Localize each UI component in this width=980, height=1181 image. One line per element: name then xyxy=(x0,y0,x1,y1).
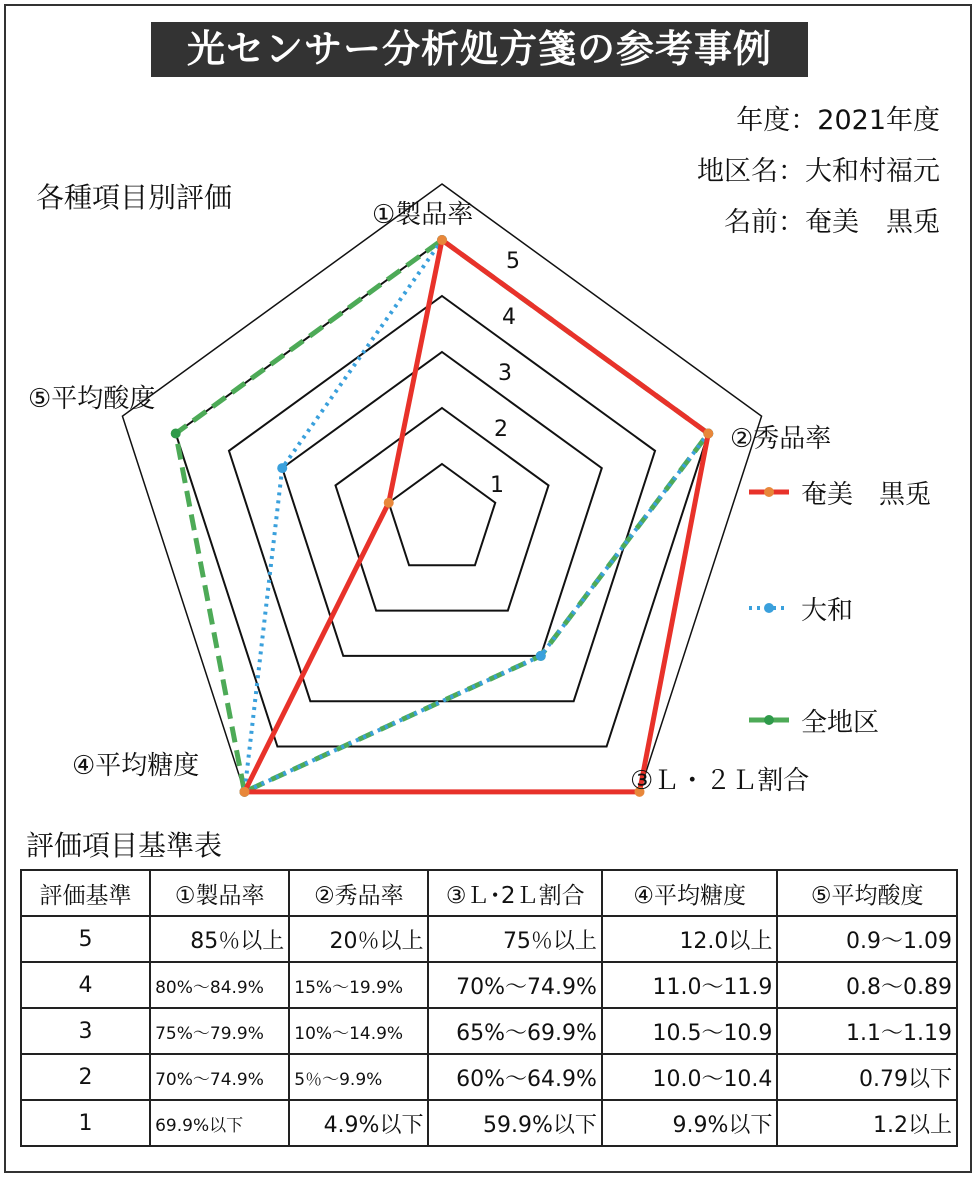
series-line-0 xyxy=(245,240,709,792)
table-cell-level: 3 xyxy=(21,1008,150,1054)
table-cell: 65%〜69.9% xyxy=(428,1008,601,1054)
table-cell: 70%〜74.9% xyxy=(428,962,601,1008)
scale-label-1: 1 xyxy=(490,473,504,498)
axis-label-1: ①製品率 xyxy=(372,200,474,230)
legend-label-1: 大和 xyxy=(801,595,854,626)
table-row xyxy=(21,916,957,962)
table-cell: 0.9〜1.09 xyxy=(777,916,957,962)
table-section-title: 評価項目基準表 xyxy=(26,829,223,862)
meta-area: 地区名：大和村福元 xyxy=(697,156,940,187)
scale-label-2: 2 xyxy=(494,417,508,442)
axis-label-4: ④平均糖度 xyxy=(72,751,200,781)
legend-swatch-0 xyxy=(745,482,793,502)
meta-name: 名前：奄美 黒兎 xyxy=(724,207,940,238)
series-0-point-2 xyxy=(703,428,713,438)
table-cell: 9.9%以下 xyxy=(602,1100,778,1146)
series-2-point-5 xyxy=(171,428,181,438)
table-cell: 1.1〜1.19 xyxy=(777,1008,957,1054)
series-line-1 xyxy=(245,240,709,792)
grid-ring-2 xyxy=(335,408,548,611)
scale-label-4: 4 xyxy=(502,305,516,330)
table-cell: 15%〜19.9% xyxy=(289,962,428,1008)
table-header-cell: ③Ｌ･2Ｌ割合 xyxy=(428,870,601,916)
table-cell: 69.9%以下 xyxy=(150,1100,289,1146)
table-cell: 70%〜74.9% xyxy=(150,1054,289,1100)
table-cell: 75%〜79.9% xyxy=(150,1008,289,1054)
table-header-cell: ②秀品率 xyxy=(289,870,428,916)
meta-year: 年度：2021年度 xyxy=(736,105,940,136)
table-cell: 10%〜14.9% xyxy=(289,1008,428,1054)
table-header-cell: ①製品率 xyxy=(150,870,289,916)
legend-swatch-1 xyxy=(745,598,793,618)
axis-label-2: ②秀品率 xyxy=(730,424,832,454)
table-cell: 0.79以下 xyxy=(777,1054,957,1100)
axis-label-3: ③Ｌ・２Ｌ割合 xyxy=(630,766,810,796)
scale-label-5: 5 xyxy=(506,249,520,274)
table-cell: 75％以上 xyxy=(428,916,601,962)
chart-section-title: 各種項目別評価 xyxy=(36,181,233,214)
radar-series xyxy=(171,235,714,797)
table-cell: 0.8〜0.89 xyxy=(777,962,957,1008)
legend-item-2 xyxy=(745,700,879,740)
table-cell: 11.0〜11.9 xyxy=(602,962,778,1008)
legend-label-0: 奄美 黒兎 xyxy=(801,479,932,510)
table-cell-level: 4 xyxy=(21,962,150,1008)
legend-item-1 xyxy=(745,588,853,628)
table-cell-level: 1 xyxy=(21,1100,150,1146)
series-0-point-5 xyxy=(384,498,394,508)
page-title: 光センサー分析処方箋の参考事例 xyxy=(151,22,808,77)
criteria-table xyxy=(20,869,958,1147)
series-1-point-5 xyxy=(277,463,287,473)
table-header-cell: ⑤平均酸度 xyxy=(777,870,957,916)
series-1-point-3 xyxy=(536,651,546,661)
table-header-cell: 評価基準 xyxy=(21,870,150,916)
table-header-row xyxy=(21,870,957,916)
table-cell: 5％〜9.9% xyxy=(289,1054,428,1100)
table-cell-level: 2 xyxy=(21,1054,150,1100)
table-cell: 20％以上 xyxy=(289,916,428,962)
table-cell: 1.2以上 xyxy=(777,1100,957,1146)
legend-label-2: 全地区 xyxy=(801,707,880,738)
table-cell: 59.9%以下 xyxy=(428,1100,601,1146)
table-cell: 80%〜84.9% xyxy=(150,962,289,1008)
table-row xyxy=(21,1008,957,1054)
table-cell: 10.0〜10.4 xyxy=(602,1054,778,1100)
series-0-point-4 xyxy=(240,787,250,797)
table-row xyxy=(21,962,957,1008)
legend-swatch-2 xyxy=(745,710,793,730)
series-0-point-1 xyxy=(437,235,447,245)
grid-ring-5 xyxy=(176,240,709,747)
table-cell: 85％以上 xyxy=(150,916,289,962)
table-cell-level: 5 xyxy=(21,916,150,962)
table-row xyxy=(21,1100,957,1146)
legend-item-0 xyxy=(745,472,931,512)
table-cell: 4.9%以下 xyxy=(289,1100,428,1146)
grid-ring-1 xyxy=(389,464,496,565)
table-row xyxy=(21,1054,957,1100)
table-cell: 10.5〜10.9 xyxy=(602,1008,778,1054)
table-header-cell: ④平均糖度 xyxy=(602,870,778,916)
scale-label-3: 3 xyxy=(498,361,512,386)
axis-label-5: ⑤平均酸度 xyxy=(28,384,156,414)
table-cell: 60%〜64.9% xyxy=(428,1054,601,1100)
table-cell: 12.0以上 xyxy=(602,916,778,962)
